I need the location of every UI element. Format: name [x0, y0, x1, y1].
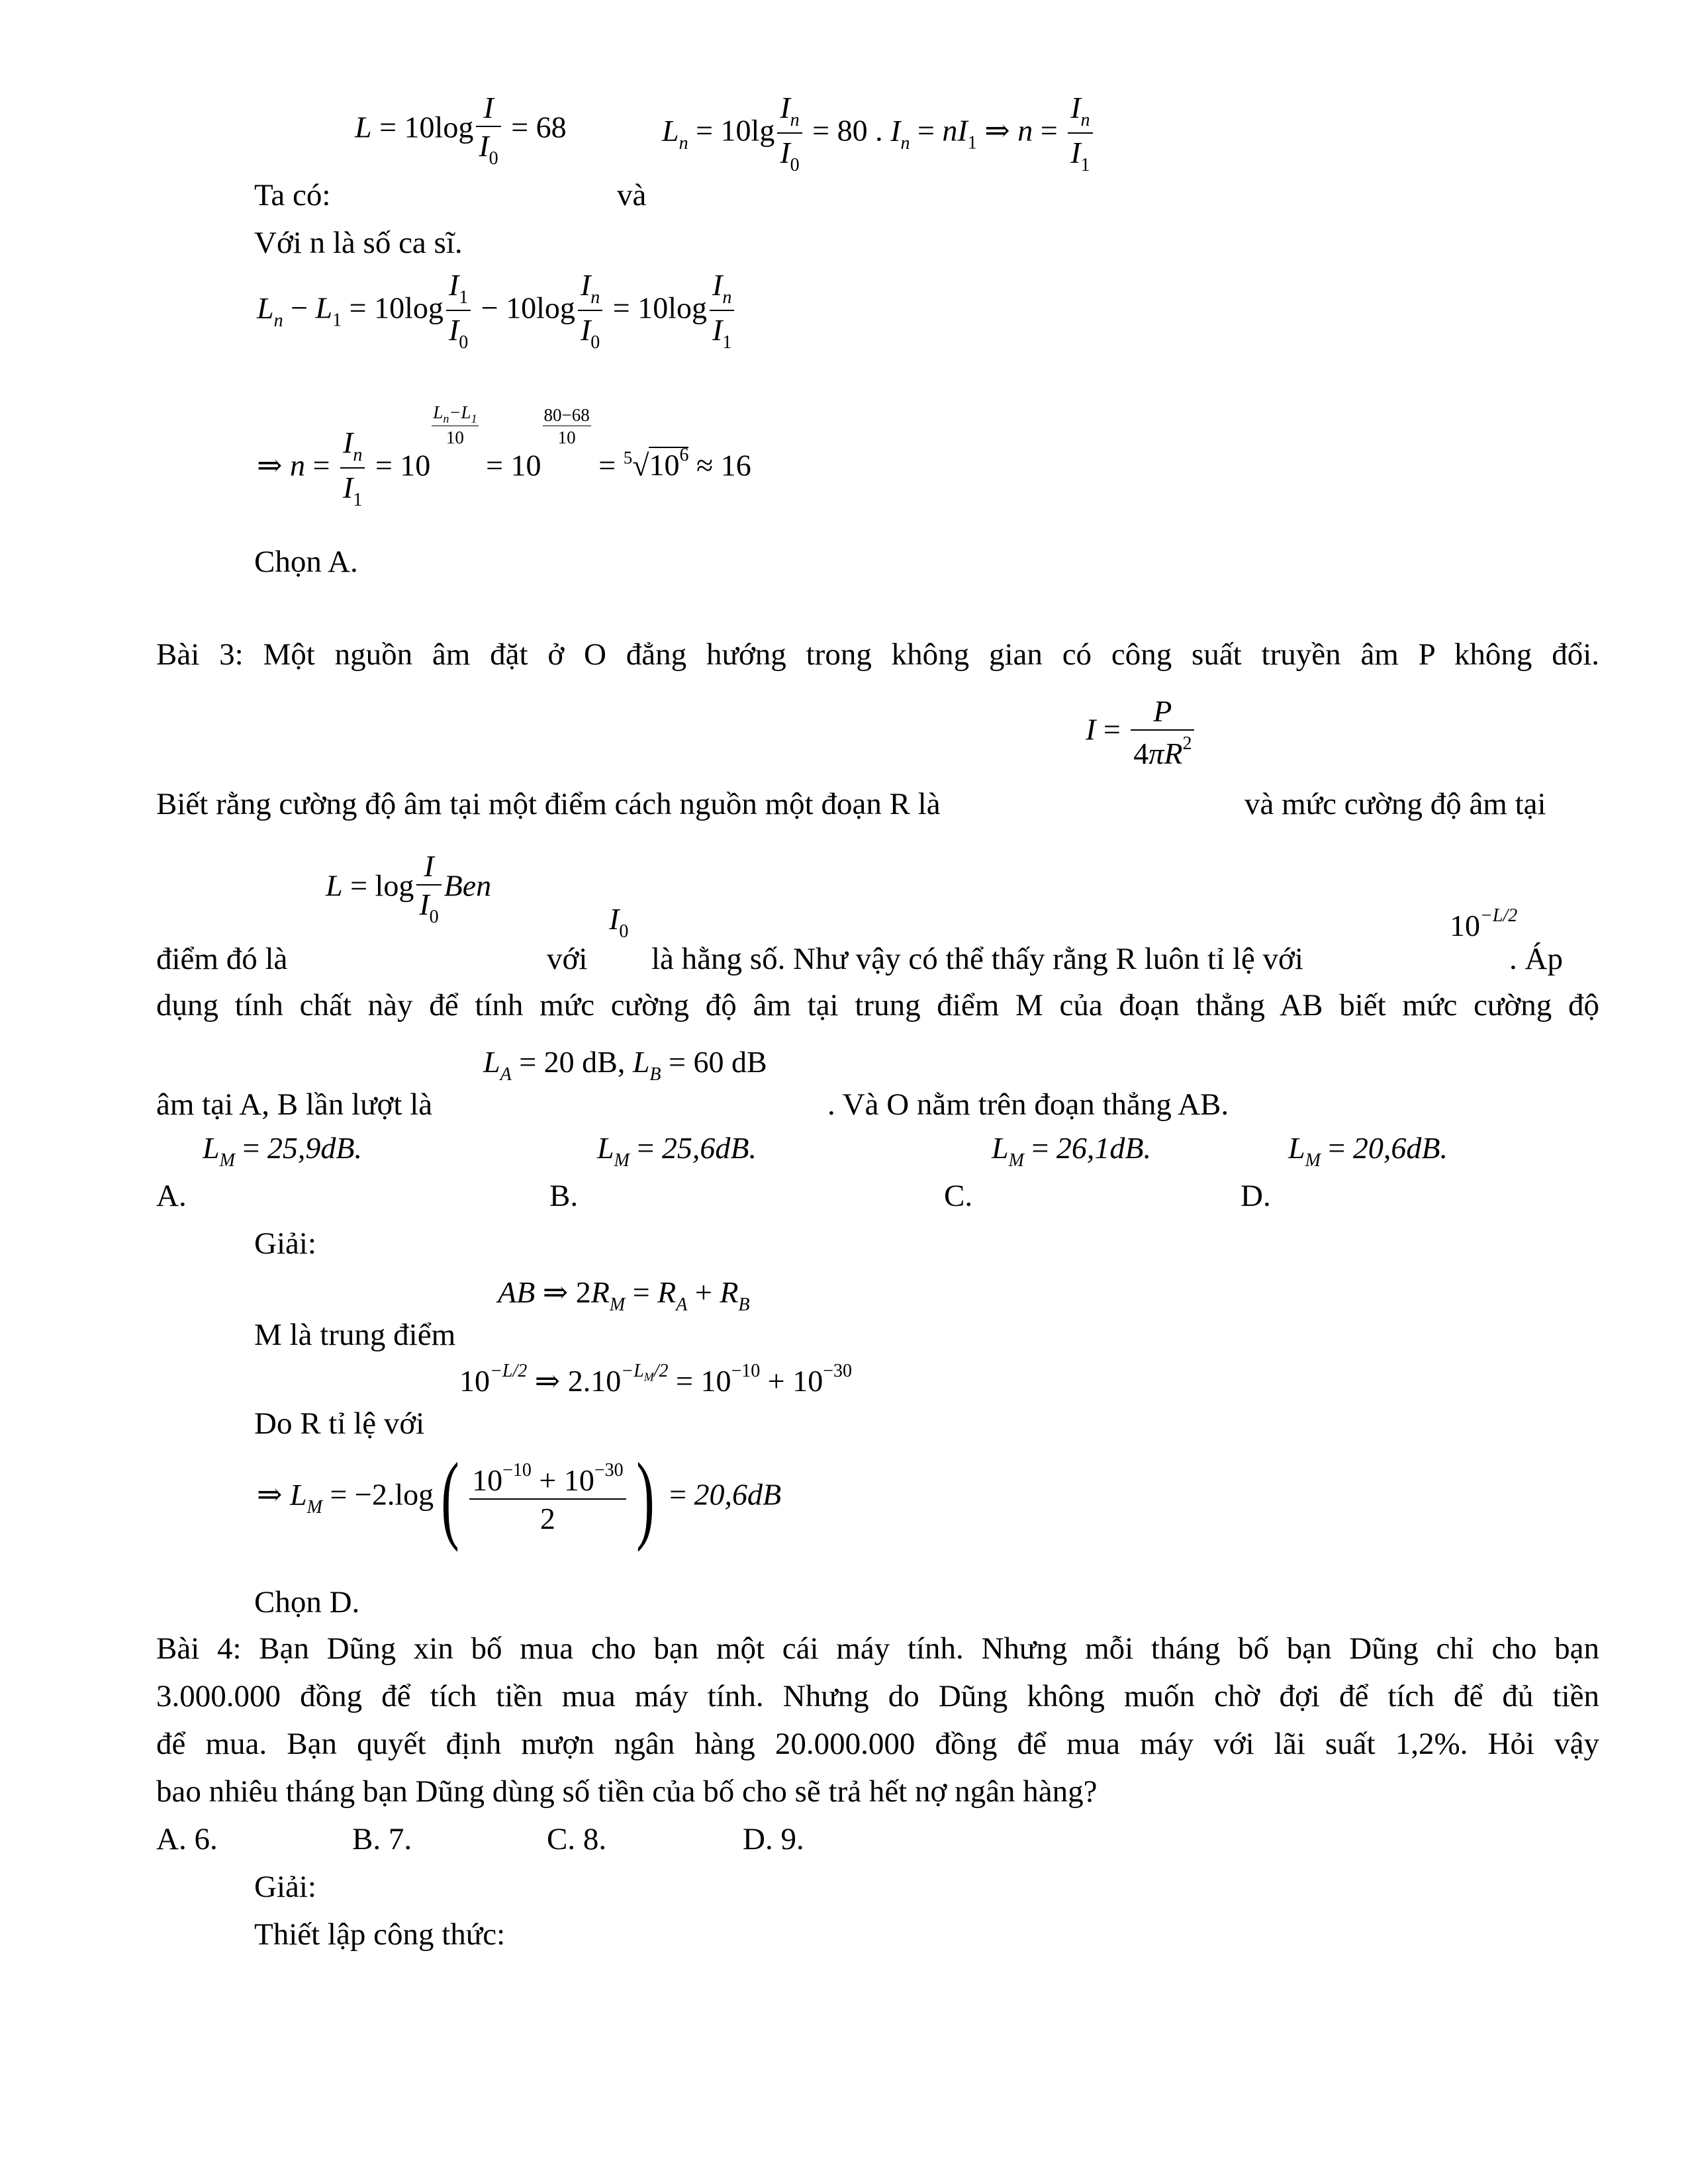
bai3-option-c-label: C.: [944, 1179, 973, 1213]
bai3-line2-b: và mức cường độ âm tại: [1244, 787, 1546, 821]
formula-10-L2: $10^{-L/2}$: [1450, 905, 1518, 942]
bai3-line4: dụng tính chất này để tính mức cường độ âm tại trung điểm M của đoạn thẳng AB biết mức cường độ: [156, 988, 1599, 1023]
formula-2-10-LM: $10^{-L/2}$ ⇒ $2.10^{-L_M/2} = 10^{-10} + 10^{-30}$: [459, 1361, 853, 1398]
formula-LM-result: ⇒ $L_M = -2.\log$( $\frac{10^{-10} + 10^{-30}}{2}$ ) = 20,6dB: [257, 1443, 782, 1553]
formula-Ln-definition: $L_n = 10\lg$ $\frac{I_n}{I_0}$ = 80 . $I_n = nI_1$ ⇒ n = $\frac{I_n}{I_1}$: [662, 93, 1096, 175]
formula-n-result: ⇒ n = $\frac{I_n}{I_1}$ = 10 $\frac{L_n-L_1}{10}$ = 10 $\frac{80-68}{10}$ = $^5√10^6 \approx 16$: [257, 402, 751, 510]
bai3-option-c-value: $L_M = 26,1dB$.: [992, 1131, 1151, 1171]
bai3-do-r: Do R tỉ lệ với: [254, 1406, 425, 1441]
bai3-line1: Bài 3: Một nguồn âm đặt ở O đẳng hướng trong không gian có công suất truyền âm P không đổi.: [156, 637, 1599, 672]
bai3-line3-a: điểm đó là: [156, 942, 288, 976]
bai4-line1: Bài 4: Bạn Dũng xin bố mua cho bạn một cái máy tính. Nhưng mỗi tháng bố bạn Dũng chỉ cho bạn: [156, 1631, 1599, 1666]
bai3-chon: Chọn D.: [254, 1585, 360, 1619]
formula-LA-LB: $L_A = 20$ dB, $L_B = 60$ dB: [483, 1045, 767, 1085]
va-text: và: [617, 178, 647, 212]
bai3-option-d-label: D.: [1241, 1179, 1271, 1213]
bai4-line3: để mua. Bạn quyết định mượn ngân hàng 20.000.000 đồng để mua máy với lãi suất 1,2%. Hỏi vậy: [156, 1727, 1599, 1761]
bai4-option-c: C. 8.: [547, 1822, 607, 1856]
bai3-option-d-value: $L_M = 20,6dB$.: [1288, 1131, 1448, 1171]
bai3-line5-b: . Và O nằm trên đoạn thẳng AB.: [827, 1087, 1229, 1122]
bai3-line3-d: . Áp: [1509, 942, 1563, 976]
bai3-giai: Giải:: [254, 1226, 316, 1261]
bai3-line5-a: âm tại A, B lần lượt là: [156, 1087, 433, 1122]
bai4-option-b: B. 7.: [352, 1822, 412, 1856]
bai3-option-a-label: A.: [156, 1179, 187, 1213]
bai3-option-a-value: $L_M = 25,9dB$.: [203, 1131, 362, 1171]
ta-co-text: Ta có:: [254, 178, 331, 212]
voi-n-text: Với n là số ca sĩ.: [254, 226, 463, 260]
formula-Ln-minus-L1: $L_n - L_1 = 10\log$ $\frac{I_1}{I_0}$ − 10log $\frac{I_n}{I_0}$ = 10log $\frac{I_n}{I_1}$: [257, 270, 737, 352]
bai4-line4: bao nhiêu tháng bạn Dũng dùng số tiền của bố cho sẽ trả hết nợ ngân hàng?: [156, 1774, 1098, 1809]
bai4-thiet-lap: Thiết lập công thức:: [254, 1917, 506, 1952]
bai3-line2-a: Biết rằng cường độ âm tại một điểm cách nguồn một đoạn R là: [156, 787, 941, 821]
bai4-giai: Giải:: [254, 1870, 316, 1904]
formula-I-intensity: I = $\frac{P}{4\pi R^2}$: [1086, 696, 1197, 769]
bai4-option-d: D. 9.: [743, 1822, 804, 1856]
formula-AB-2RM: AB ⇒ $2R_M = R_A + R_B$: [498, 1275, 750, 1315]
bai3-line3-c: là hằng số. Như vậy có thể thấy rằng R luôn tỉ lệ với: [651, 942, 1303, 976]
bai3-line3-b: với: [547, 942, 588, 976]
bai3-option-b-label: B.: [549, 1179, 579, 1213]
formula-L-definition: L = 10log $\frac{I}{I_0}$ = 68: [355, 91, 567, 169]
bai4-line2: 3.000.000 đồng để tích tiền mua máy tính. Nhưng do Dũng không muốn chờ đợi để tích để đủ tiền: [156, 1679, 1599, 1713]
bai3-option-b-value: $L_M = 25,6dB$.: [597, 1131, 757, 1171]
chon-a-text: Chọn A.: [254, 545, 358, 579]
formula-I0: $I_0$: [609, 902, 629, 942]
bai4-option-a: A. 6.: [156, 1822, 218, 1856]
bai3-m-trung-diem: M là trung điểm: [254, 1318, 456, 1352]
formula-L-ben: L = log $\frac{I}{I_0}$ Ben: [326, 849, 492, 927]
